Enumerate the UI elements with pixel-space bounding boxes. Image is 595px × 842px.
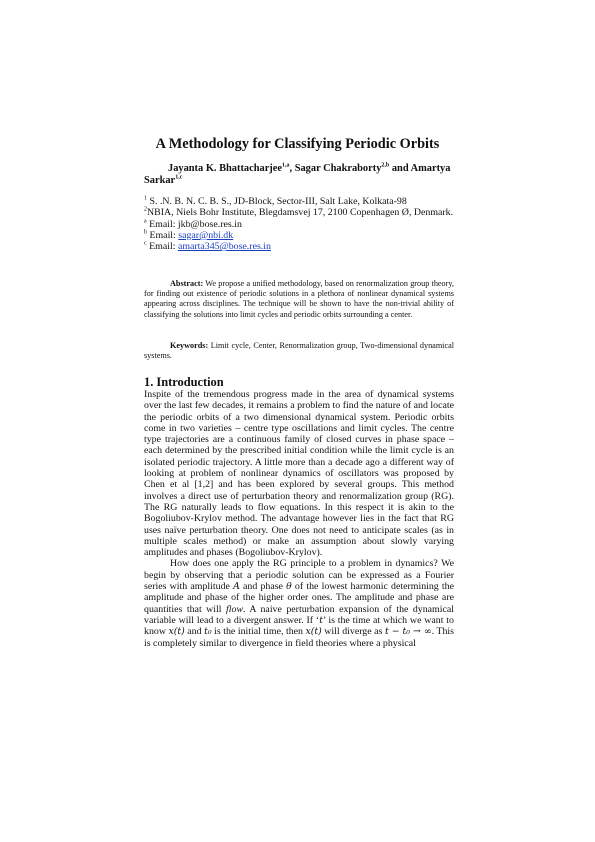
text-run: is the initial time, then — [211, 626, 306, 638]
email-1 — [144, 219, 454, 230]
email-label: Email: — [147, 229, 179, 241]
affiliation-text: S. .N. B. N. C. B. S., JD-Block, Sector-III, Salt Lake, Kolkata-98 — [147, 196, 407, 207]
email-3 — [144, 241, 454, 252]
author-1: Jayanta K. Bhattacharjee — [168, 163, 282, 174]
math-symbol: t − t₀ → ∞ — [384, 626, 432, 638]
abstract — [144, 279, 454, 320]
email-mark: b — [144, 229, 147, 236]
author-1-affil-mark: 1,a — [282, 162, 290, 169]
text-run: . A naive perturbation expansion of the dynamical variable will lead to a divergent answer. If ‘ — [144, 603, 454, 626]
email-link[interactable]: amarta345@bose.res.in — [177, 241, 271, 253]
email-2 — [144, 230, 454, 241]
keywords-label: Keywords: — [170, 341, 209, 350]
author-separator: and Amartya — [389, 163, 451, 174]
paragraph — [144, 558, 454, 648]
emphasis: flow — [226, 603, 244, 615]
email-mark: c — [144, 240, 147, 247]
text-run: will diverge as — [321, 626, 385, 638]
keywords-text: Limit cycle, Center, Renormalization group, Two-dimensional dynamical systems. — [144, 341, 454, 361]
email-mark: a — [144, 218, 147, 225]
math-symbol: A — [233, 581, 240, 593]
author-2-affil-mark: 2,b — [381, 162, 390, 169]
author-3: Sarkar — [144, 175, 176, 187]
paper-title: A Methodology for Classifying Periodic Orbits — [155, 136, 440, 152]
author-list — [144, 163, 459, 187]
affiliation-text: NBIA, Niels Bohr Institute, Blegdamsvej 17, 2100 Copenhagen Ø, Denmark. — [147, 207, 454, 219]
keywords — [144, 341, 454, 361]
affiliation-2 — [144, 207, 454, 218]
affiliation-1 — [144, 196, 454, 207]
author-3-affil-mark: 1,c — [175, 174, 183, 181]
math-symbol: θ — [286, 581, 292, 593]
text-run: ’ is the time at which we want to know — [144, 614, 454, 638]
text-run: How does one apply the RG principle to a problem in dynamics? We begin by observing that a periodic solution can be expressed as a Fourier series with amplitude — [144, 558, 454, 593]
math-symbol: t — [319, 614, 323, 626]
author-separator: , — [289, 163, 295, 174]
affiliations — [144, 196, 454, 252]
text-run: and — [184, 626, 205, 638]
text-run: and phase — [239, 581, 287, 593]
email-label: Email: — [146, 241, 178, 253]
section-heading: 1. Introduction — [144, 375, 224, 389]
math-symbol: x(t) — [305, 626, 322, 638]
email-text: Email: jkb@bose.res.in — [146, 218, 242, 230]
affil-mark: 2 — [144, 207, 147, 213]
text-run: . This is completely similar to divergence in field theories where a physical — [144, 626, 454, 649]
text-run: of the lowest harmonic determining the amplitude and phase of the higher order ones. The amplitude and phase are quantities that will — [144, 581, 454, 615]
affil-mark: 1 — [144, 195, 147, 202]
abstract-text: We propose a unified methodology, based on renormalization group theory, for finding out existence of periodic solutions in a plethora of nonlinear dynamical systems appearing across disciplines. The technique will be shown to have the non-trivial ability of classifying the solutions into limit cycles and periodic orbits surrounding a center. — [144, 279, 454, 319]
math-symbol: x(t) — [168, 626, 185, 638]
email-link[interactable]: sagar@nbi.dk — [178, 229, 234, 241]
author-2: Sagar Chakraborty — [294, 163, 382, 174]
abstract-label: Abstract: — [170, 279, 204, 288]
math-symbol: t₀ — [204, 626, 212, 638]
section-body — [144, 389, 454, 649]
paragraph: Inspite of the tremendous progress made in the area of dynamical systems over the last few decades, it remains a problem to find the nature of and locate the periodic orbits of a two dimensional dynamical system. Periodic orbits come in two varieties – centre type oscillations and limit cycles. The centre type trajectories are a continuous family of closed curves in phase space – each determined by the prescribed initial condition while the limit cycle is an isolated periodic trajectory. A little more than a decade ago a different way of looking at problem of nonlinear dynamics of oscillators was proposed by Chen et al [1,2] and has been explored by several groups. This method involves a direct use of perturbation theory and renormalization group (RG). The RG naturally leads to flow equations. In this respect it is akin to the Bogoliubov-Krylov method. The advantage however lies in the fact that RG uses naïve perturbation theory. One does not need to anticipate scales (as in multiple scales method) or make an assumption about slowly varying amplitudes and phases (Bogoliubov-Krylov). — [144, 389, 454, 559]
